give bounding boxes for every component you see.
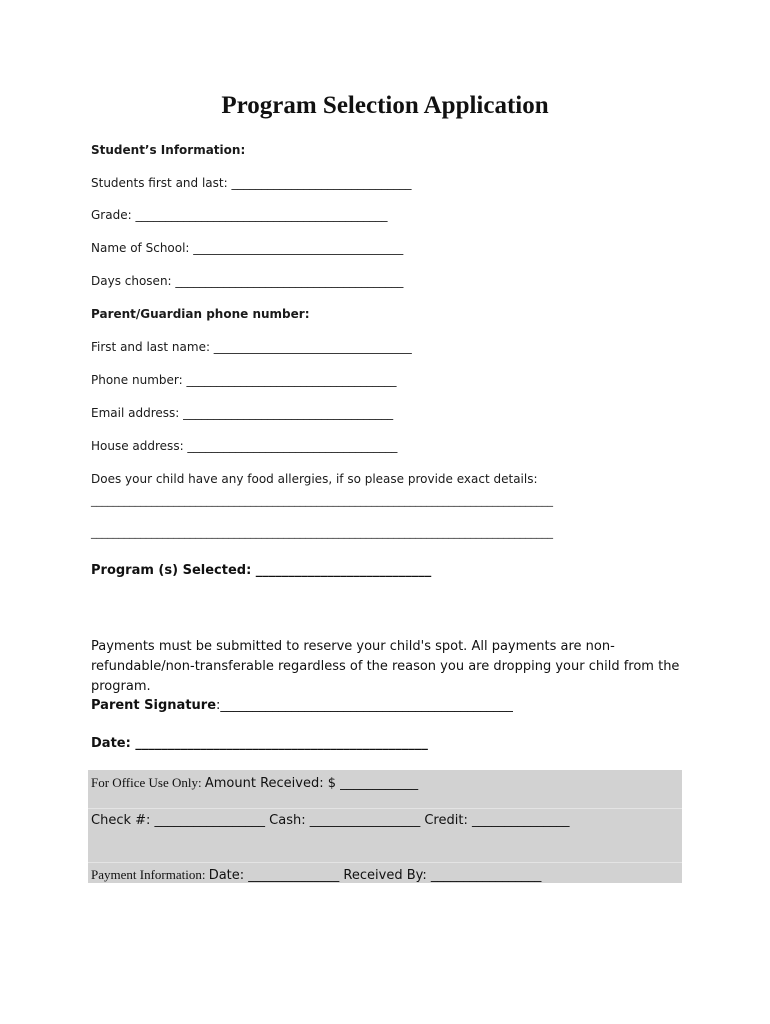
office-divider-2: [88, 862, 682, 863]
signature-label: Parent Signature: [91, 698, 217, 713]
payment-note: Payments must be submitted to reserve your child's spot. All payments are non-refundable/non-transferable regardless of the reason you are dropping your child from the program.: [91, 639, 680, 694]
parent-info-heading: Parent/Guardian phone number:: [91, 307, 310, 321]
signature-line: :_____________________________________________: [216, 698, 513, 713]
student-info-heading: Student’s Information:: [91, 143, 246, 157]
program-selected-field[interactable]: Program (s) Selected: ___________________________: [91, 563, 432, 578]
payment-info-label: Payment Information:: [91, 867, 209, 882]
allergies-line-2[interactable]: ____________________________________________________________________________________: [91, 526, 553, 539]
form-title: Program Selection Application: [221, 92, 549, 119]
phone-field[interactable]: Phone number: ___________________________________: [91, 373, 397, 387]
payment-method-row[interactable]: Check #: _________________ Cash: _________________ Credit: _______________: [91, 813, 570, 828]
amount-field[interactable]: Amount Received: $ ____________: [204, 776, 419, 791]
house-address-field[interactable]: House address: ___________________________________: [91, 439, 398, 453]
payment-info-fields[interactable]: Date: ______________ Received By: _________________: [208, 868, 542, 883]
student-name-field[interactable]: Students first and last: ______________________________: [91, 176, 412, 190]
date-field[interactable]: Date: _____________________________________________: [91, 736, 428, 751]
amount-row: [91, 775, 418, 791]
parent-name-field[interactable]: First and last name: _________________________________: [91, 340, 412, 354]
signature-field[interactable]: [91, 698, 513, 713]
grade-field[interactable]: Grade: __________________________________________: [91, 208, 388, 222]
office-use-label: For Office Use Only:: [91, 775, 205, 790]
office-use-box: [88, 770, 682, 883]
allergies-line-1[interactable]: ____________________________________________________________________________________: [91, 494, 553, 507]
email-field[interactable]: Email address: ___________________________________: [91, 406, 394, 420]
school-field[interactable]: Name of School: ___________________________________: [91, 241, 404, 255]
allergies-question: Does your child have any food allergies, if so please provide exact details:: [91, 472, 538, 486]
payment-info-row: [91, 867, 541, 883]
days-field[interactable]: Days chosen: ______________________________________: [91, 274, 404, 288]
office-divider-1: [88, 808, 682, 809]
